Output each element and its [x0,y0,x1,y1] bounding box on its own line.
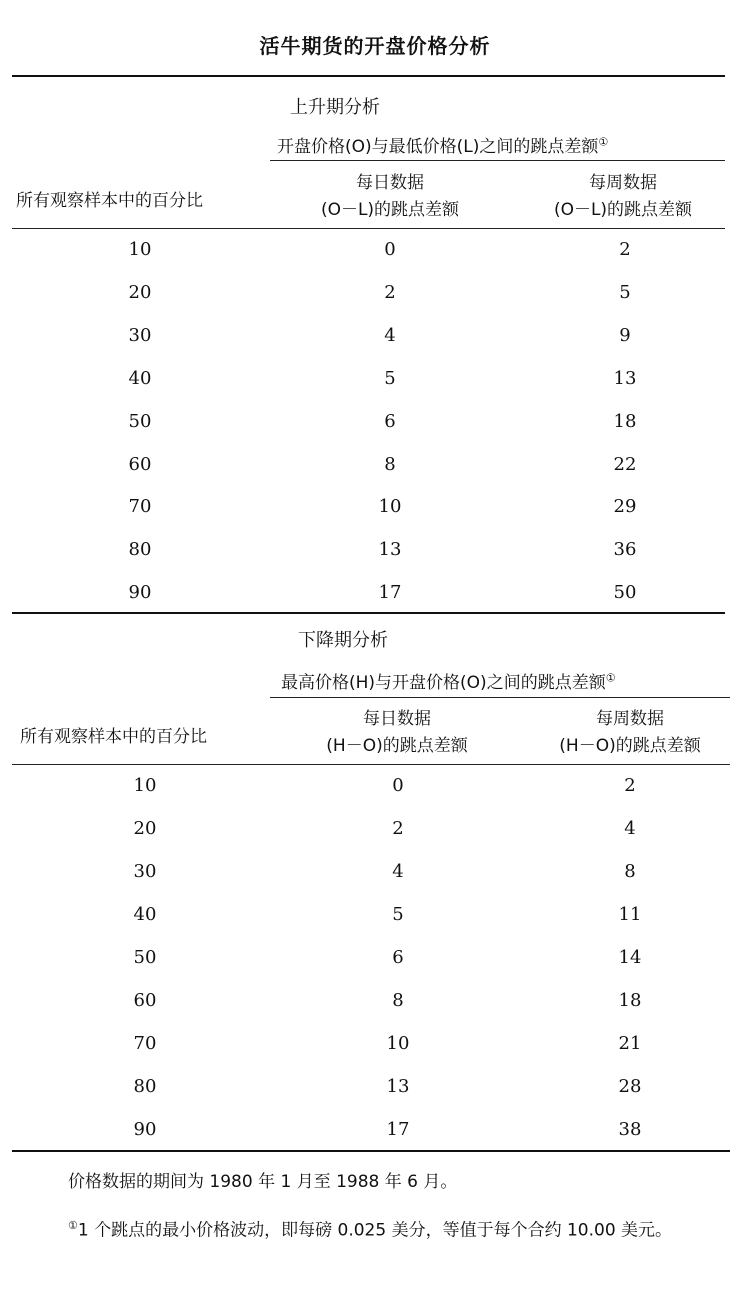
header-rule-rising [12,228,725,229]
daily-value-cell: 10 [386,1033,410,1054]
weekly-value-cell: 11 [618,904,642,925]
col-head-daily-rising [275,170,505,224]
subtitle-falling-underline [270,697,730,698]
weekly-value-cell: 14 [618,947,642,968]
header-rule-falling [12,764,730,765]
footnote-mark: ① [68,1219,78,1232]
weekly-value-cell: 18 [613,411,637,432]
percent-cell: 50 [128,411,152,432]
daily-value-cell: 17 [378,582,402,603]
percent-cell: 30 [133,861,157,882]
daily-value-cell: 6 [392,947,404,968]
col-head-daily-line2: (H－O)的跳点差额 [326,736,468,756]
weekly-value-cell: 38 [618,1119,642,1140]
percent-cell: 20 [133,818,157,839]
col-head-daily-falling [282,706,512,760]
percent-cell: 80 [133,1076,157,1097]
daily-value-cell: 2 [392,818,404,839]
percent-cell: 80 [128,539,152,560]
weekly-value-cell: 29 [613,496,637,517]
weekly-value-cell: 18 [618,990,642,1011]
subtitle-falling [281,668,616,693]
percent-cell: 20 [128,282,152,303]
daily-value-cell: 13 [386,1076,410,1097]
col-head-daily-line2: (O－L)的跳点差额 [320,200,460,220]
subtitle-falling-text: 最高价格(H)与开盘价格(O)之间的跳点差额 [281,673,606,693]
subtitle-rising-underline [270,160,725,161]
subtitle-rising-text: 开盘价格(O)与最低价格(L)之间的跳点差额 [277,137,599,157]
percent-cell: 60 [133,990,157,1011]
top-rule [12,75,725,77]
weekly-value-cell: 13 [613,368,637,389]
col-head-weekly-falling [515,706,745,760]
weekly-value-cell: 21 [618,1033,642,1054]
col-head-daily-line1: 每日数据 [356,173,424,193]
percent-cell: 10 [133,775,157,796]
weekly-value-cell: 5 [619,282,631,303]
weekly-value-cell: 2 [619,239,631,260]
col-head-weekly-line1: 每周数据 [596,709,664,729]
daily-value-cell: 2 [384,282,396,303]
daily-value-cell: 5 [392,904,404,925]
footnote-mark: ① [598,135,609,149]
percent-cell: 70 [128,496,152,517]
daily-value-cell: 17 [386,1119,410,1140]
footnote-period: 价格数据的期间为 1980 年 1 月至 1988 年 6 月。 [68,1172,458,1192]
row-header-rising: 所有观察样本中的百分比 [16,191,203,211]
col-head-weekly-rising [508,170,738,224]
percent-cell: 50 [133,947,157,968]
percent-cell: 30 [128,325,152,346]
weekly-value-cell: 4 [624,818,636,839]
col-head-weekly-line2: (O－L)的跳点差额 [553,200,693,220]
weekly-value-cell: 50 [613,582,637,603]
percent-cell: 90 [133,1119,157,1140]
footnote-tick-text: 1 个跳点的最小价格波动，即每磅 0.025 美分，等值于每个合约 10.00 美元。 [77,1220,673,1241]
section-title-falling: 下降期分析 [298,630,388,651]
footnote-tick [26,1204,740,1253]
percent-cell: 10 [128,239,152,260]
percent-cell: 40 [133,904,157,925]
daily-value-cell: 4 [384,325,396,346]
percent-cell: 90 [128,582,152,603]
weekly-value-cell: 36 [613,539,637,560]
percent-cell: 40 [128,368,152,389]
percent-cell: 60 [128,454,152,475]
footnote-mark: ① [605,671,616,685]
weekly-value-cell: 8 [624,861,636,882]
daily-value-cell: 6 [384,411,396,432]
weekly-value-cell: 28 [618,1076,642,1097]
section-title-rising: 上升期分析 [290,97,380,118]
daily-value-cell: 8 [384,454,396,475]
daily-value-cell: 5 [384,368,396,389]
daily-value-cell: 0 [392,775,404,796]
daily-value-cell: 4 [392,861,404,882]
col-head-weekly-line2: (H－O)的跳点差额 [559,736,701,756]
page-title: 活牛期货的开盘价格分析 [259,34,491,58]
subtitle-rising [277,132,608,157]
percent-cell: 70 [133,1033,157,1054]
daily-value-cell: 10 [378,496,402,517]
bottom-rule [12,1150,730,1152]
col-head-daily-line1: 每日数据 [363,709,431,729]
weekly-value-cell: 2 [624,775,636,796]
col-head-weekly-line1: 每周数据 [589,173,657,193]
weekly-value-cell: 9 [619,325,631,346]
mid-rule [12,612,725,614]
daily-value-cell: 8 [392,990,404,1011]
daily-value-cell: 0 [384,239,396,260]
weekly-value-cell: 22 [613,454,637,475]
row-header-falling: 所有观察样本中的百分比 [20,727,207,747]
daily-value-cell: 13 [378,539,402,560]
